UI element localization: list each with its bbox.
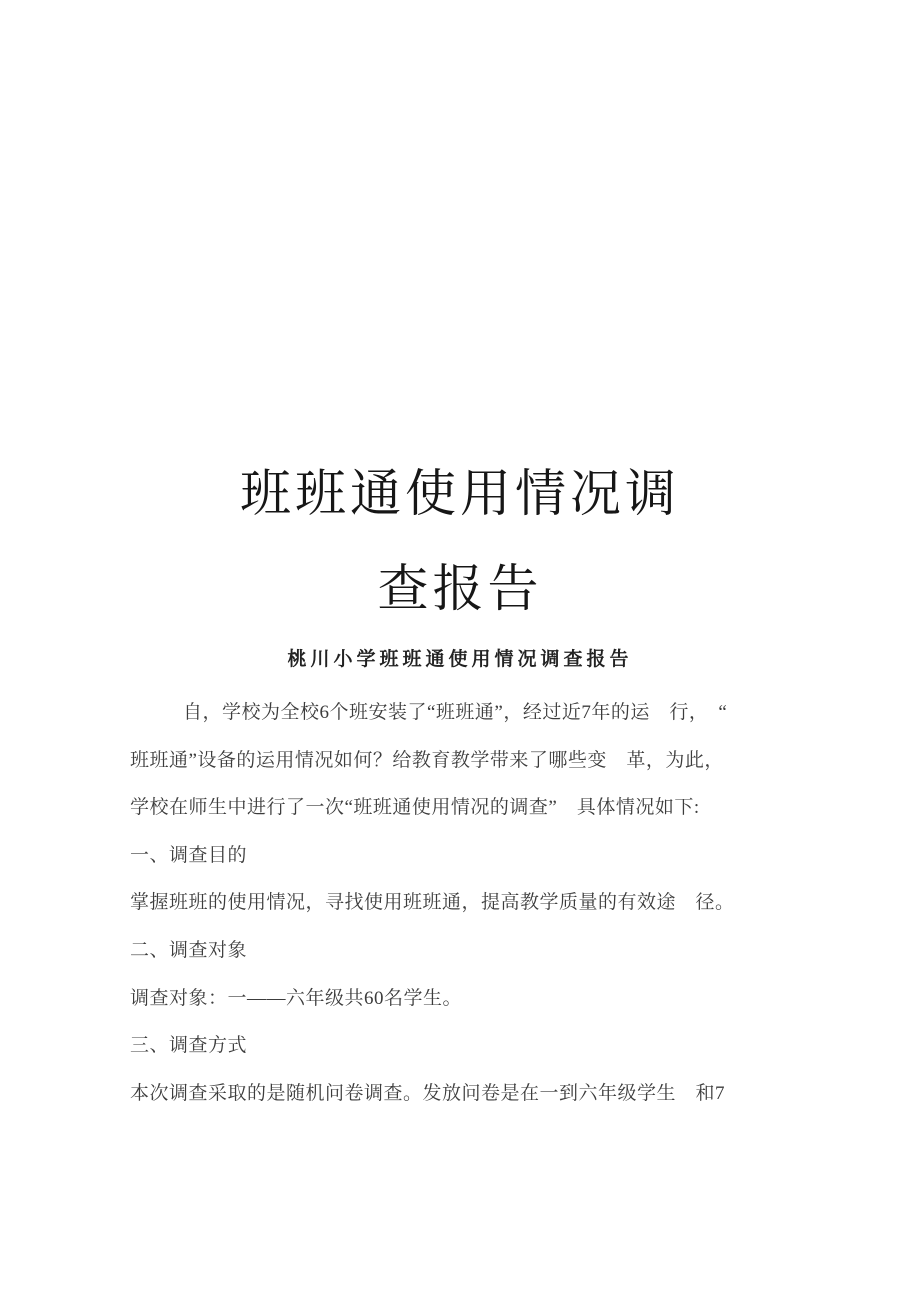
body-line: 班班通”设备的运用情况如何？给教育教学带来了哪些变 革，为此， [130,749,724,771]
document-title [130,448,790,638]
body-line: 学校在师生中进行了一次“班班通使用情况的调查” 具体情况如下: [130,797,700,819]
body-line: 调查对象：一——六年级共60名学生。 [130,987,463,1009]
section-heading-1: 一、调查目的 [130,844,248,866]
title-line-1: 班班通使用情况调 [239,467,680,523]
body-line: 自，学校为全校6个班安装了“班班通”，经过近7年的运 行， “ [183,702,728,723]
section-heading-2: 二、调查对象 [130,939,248,961]
body-line: 掌握班班的使用情况，寻找使用班班通，提高教学质量的有效途 径。 [130,892,735,914]
section-heading-3: 三、调查方式 [130,1035,248,1057]
title-line-2: 查报告 [377,562,543,618]
document-subtitle: 桃川小学班班通使用情况调查报告 [287,649,633,670]
body-line: 本次调查采取的是随机问卷调查。发放问卷是在一到六年级学生 和7 [130,1082,726,1104]
document-body [130,689,792,1117]
